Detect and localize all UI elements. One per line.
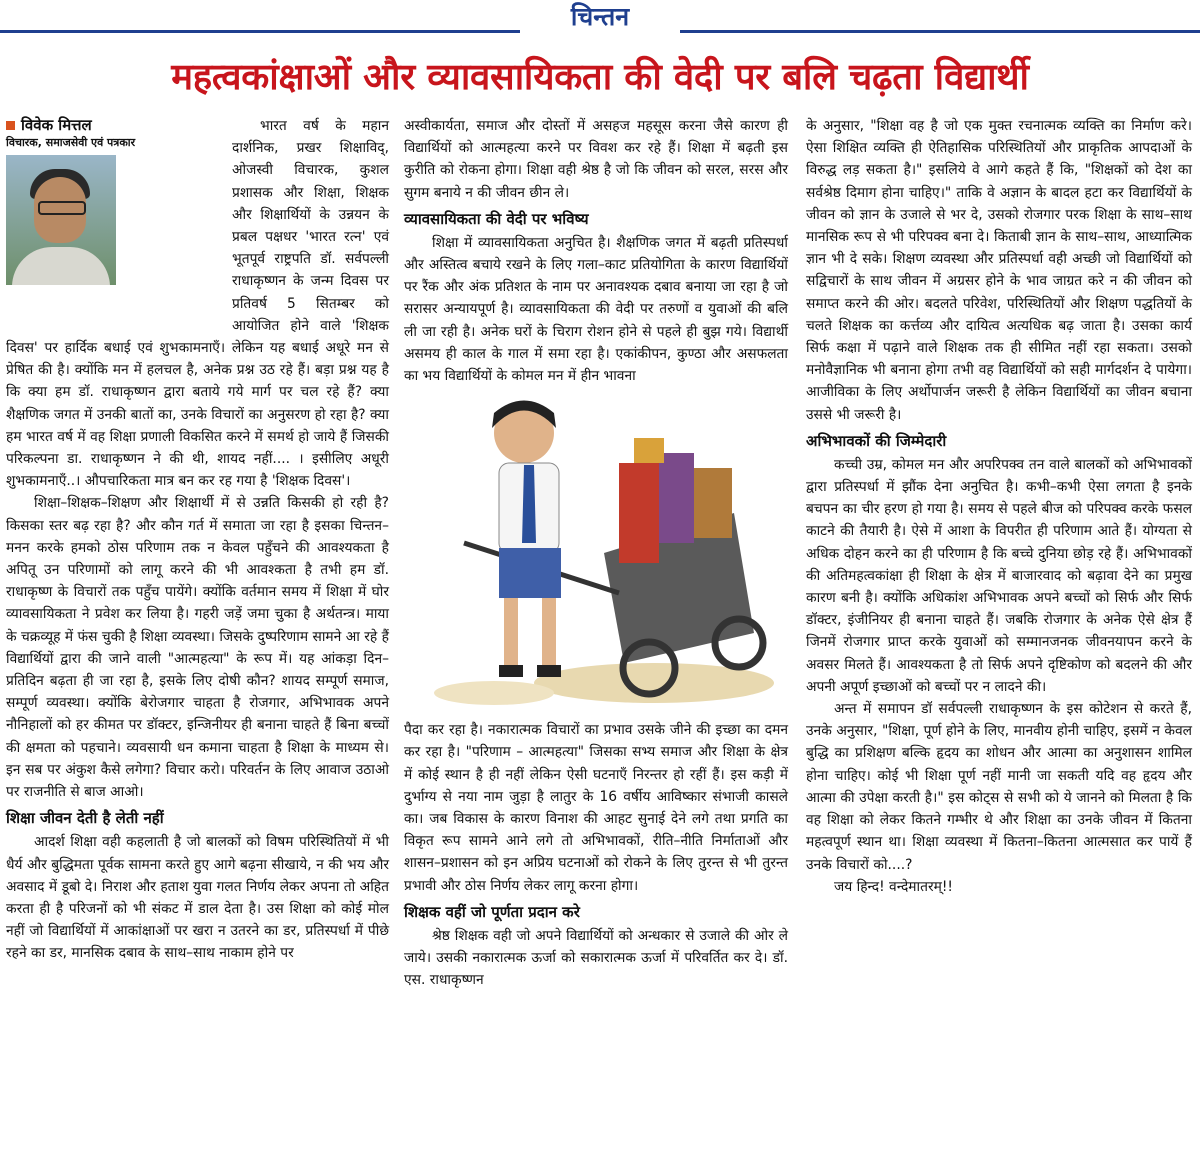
photo-shirt <box>12 247 110 285</box>
column-3 <box>806 115 1192 898</box>
student-shorts <box>499 548 561 598</box>
column-2 <box>404 115 788 991</box>
col3-paragraph-3: अन्त में समापन डॉ सर्वपल्ली राधाकृष्णन के इस कोटेशन से करते हैं, उनके अनुसार, "शिक्षा, पूर्ण होने के लिए, मानवीय होनी चाहिए, इसमें न केवल बुद्धि का प्रशिक्षण बल्कि हृदय का शोधन और आत्मा का अनुशासन शामिल होना चाहिए। कोई भी शिक्षा पूर्ण नहीं मानी जा सकती यदि वह हृदय और आत्मा की उपेक्षा करती है।" इस कोट्स से सभी को ये जानने को मिलता है कि वह शिक्षा को लेकर कितने गम्भीर थे और शिक्षा का उनके जीवन में कितना महत्वपूर्ण स्थान था। शिक्षा व्यवस्था में कितना–कितना आत्मसात कर पायें हैं उनके विचारों को....? <box>806 701 1192 873</box>
author-name <box>6 115 224 135</box>
col1-paragraph-1: भारत वर्ष के महान दार्शनिक, प्रखर शिक्षाविद्, ओजस्वी विचारक, कुशल प्रशासक और शिक्षा, शिक्षक और शिक्षार्थियों के उन्नयन के प्रबल पक्षधर 'भारत रत्न' एवं भूतपूर्व राष्ट्रपति डॉ. सर्वपल्ली राधाकृष्णन के जन्म दिवस पर प्रतिवर्ष 5 सितम्बर को आयोजित होने वाले 'शिक्षक दिवस' पर हार्दिक बधाई एवं शुभकामनाएँ। लेकिन यह बधाई अधूरे मन से प्रेषित की है। क्योंकि मन में हलचल है, अनेक प्रश्न उठ रहे हैं। बड़ा प्रश्न यह है कि क्या हम डॉ. राधाकृष्णन द्वारा बताये गये मार्ग पर चल रहे हैं? क्या शैक्षणिक जगत में उनकी बातों का, उनके विचारों का अनुसरण हो रहा है? क्या हम भारत वर्ष में वह शिक्षा प्रणाली विकसित करने में समर्थ हो जाये हैं जिसकी परिकल्पना डा. राधाकृष्णन ने की थी, शायद नहीं.... । इसीलिए अधूरी शुभकामनाएँ..। औपचारिकता मात्र बन कर रह गया है 'शिक्षक दिवस'। <box>6 118 389 490</box>
col2-paragraph-1: अस्वीकार्यता, समाज और दोस्तों में असहज महसूस करना जैसे कारण ही विद्यार्थियों को आत्महत्या करने पर विवश कर रहे हैं। शिक्षा में बढ़ती इस कुरीति को रोकना होगा। शिक्षा वही श्रेष्ठ है जो कि जीवन को सरल, सरस और सुगम बनाये न की जीवन छीन ले। <box>404 118 788 201</box>
student-shoe-right <box>537 665 561 677</box>
col1-paragraph-3: आदर्श शिक्षा वही कहलाती है जो बालकों को विषम परिस्थितियों में भी धैर्य और बुद्धिमता पूर्वक सामना करते हुए आगे बढ़ना सीखाये, न की भय और अवसाद में डूबो दे। निराश और हताश युवा गलत निर्णय लेकर अपना तो अहित करता ही है परिजनों को भी संकट में डाल देता है। उस शिक्षा को कोई मोल नहीं जो विद्यार्थियों में आकांक्षाओं पर खरा न उतरने का डर, प्रतिस्पर्धा में पीछे रहने का डर, मानसिक दबाव के साथ–साथ नाकाम होने पर <box>6 834 389 962</box>
square-bullet-icon <box>6 121 15 130</box>
dust-cloud-small <box>434 681 554 705</box>
col2-paragraph-4: श्रेष्ठ शिक्षक वही जो अपने विद्यार्थियों को अन्धकार से उजाले की ओर ले जाये। उसकी नकारात्मक ऊर्जा को सकारात्मक ऊर्जा में परिवर्तित कर दे। डॉ. एस. राधाकृष्णन <box>404 927 788 989</box>
col3-closing: जय हिन्द! वन्देमातरम्!! <box>834 878 953 895</box>
col2-paragraph-2: शिक्षा में व्यावसायिकता अनुचित है। शैक्षणिक जगत में बढ़ती प्रतिस्पर्धा और अस्तित्व बचाये रखने के लिए गला–काट प्रतियोगिता के कारण विद्यार्थियों पर रैंक और अंक प्रतिशत के नाम पर अनावश्यक दबाव बनाया जा रहा है जो सरासर अन्यायपूर्ण है। व्यावसायिकता की वेदी पर तरुणों व युवाओं की बलि ली जा रही है। अनेक घरों के चिराग रोशन होने से पहले ही बुझ गये। विद्यार्थी असमय ही काल के गाल में समा रहा है। एकांकीपन, कुण्ठा और असफलता का भय विद्यार्थियों के कोमल मन में हीन भावना <box>404 234 788 385</box>
book-stack-red <box>619 463 659 563</box>
col3-paragraph-1: के अनुसार, "शिक्षा वह है जो एक मुक्त रचनात्मक व्यक्ति का निर्माण करे। ऐसा शिक्षित व्यक्ति ही ऐतिहासिक परिस्थितियों और प्राकृतिक आपदाओं के विरुद्ध लड़ सकता है।" इसलिये वे आगे कहते हैं कि, "शिक्षकों को देश का सर्वश्रेष्ठ दिमाग होना चाहिए।" ताकि वे अज्ञान के बादल हटा कर विद्यार्थियों के जीवन को ज्ञान के उजाले से भर दे, उसको रोजगार परक शिक्षा के साथ–साथ मानसिक रूप से भी परिपक्व बना दे। किताबी ज्ञान के साथ–साथ, आध्यात्मिक ज्ञान भी दे सके। शिक्षण व्यवस्था और प्रतिस्पर्धा वही अच्छी जो विद्यार्थियों को सद्विचारों के साथ जीवन में अग्रसर होने के भाव जाग्रत करे न की जीवन को समाप्त करने की ओर। बदलते परिवेश, परिस्थितियों और शिक्षण पद्धतियों के चलते शिक्षक का कर्त्तव्य और दायित्व अत्यधिक बढ़ जाता है। उसका कार्य सिर्फ कक्षा में पढ़ाने वाले शिक्षक तक ही सीमित नहीं रहा सकता। उसको मनोवैज्ञानिक भी बनाना होगा तभी वह विद्यार्थियों को सही मार्गदर्शन दे पायेगा। आजीविका के लिए अर्थोपार्जन जरूरी है लेकिन विद्यार्थियों का जीवन बचाना उससे भी जरूरी है। <box>806 118 1192 423</box>
section-label: चिन्तन <box>520 0 680 34</box>
col3-subheading: अभिभावकों की जिम्मेदारी <box>806 431 947 450</box>
col2-subheading-1: व्यावसायिकता की वेदी पर भविष्य <box>404 209 589 228</box>
col2-subheading-2: शिक्षक वहीं जो पूर्णता प्रदान करे <box>404 902 580 921</box>
book-top <box>634 438 664 463</box>
byline <box>6 115 224 315</box>
col1-subheading: शिक्षा जीवन देती है लेती नहीं <box>6 809 164 828</box>
author-designation: विचारक, समाजसेवी एवं पत्रकार <box>6 136 136 149</box>
column-1 <box>6 115 389 965</box>
author-photo <box>6 155 116 285</box>
illustration-svg <box>404 393 788 711</box>
headline: महत्वकांक्षाओं और व्यावसायिकता की वेदी पर बलि चढ़ता विद्यार्थी <box>171 55 1029 98</box>
book-stack-brown <box>694 468 732 538</box>
student-leg-left <box>504 598 518 668</box>
student-cart-illustration <box>404 393 788 711</box>
book-stack-purple <box>659 453 694 543</box>
col3-paragraph-2: कच्ची उम्र, कोमल मन और अपरिपक्व तन वाले बालकों को अभिभावकों द्वारा प्रतिस्पर्धा में झौंक देना अनुचित है। कभी–कभी ऐसा लगता है इनके बचपन का चीर हरण हो गया है। समय से पहले बीज को परिपक्व करके फसल काटने की तैयारी है। ऐसे में आशा के विपरीत ही परिणाम आते हैं। योग्यता से अधिक दोहन करने का ही परिणाम है कि बच्चे दुनिया छोड़ रहे हैं। अभिभावकों की अतिमहत्वकांक्षा ही शिक्षा के क्षेत्र में बाजारवाद को बढ़ावा देने का प्रमुख कारण बनी है। क्योंकि अधिकांश अभिभावक अपने बच्चों को सिर्फ और सिर्फ डॉक्टर, इंजीनियर ही बनाना चाहते हैं। जबकि रोजगार के अनेक ऐसे क्षेत्र हैं जिनमें रोजगार प्राप्त करके युवाओं को सम्मानजनक जीवनयापन करने के अवसर मिलते हैं। आवश्यकता है तो सिर्फ अपने दृष्टिकोण को बदलने की और अपनी अपूर्ण इच्छाओं को बच्चों पर न लादने की। <box>806 456 1192 695</box>
student-leg-right <box>542 598 556 668</box>
col2-paragraph-3: पैदा कर रहा है। नकारात्मक विचारों का प्रभाव उसके जीने की इच्छा का दमन कर रहा है। "परिणाम – आत्महत्या" जिसका सभ्य समाज और शिक्षा के क्षेत्र में कोई स्थान है ही नहीं लेकिन ऐसी घटनाएँ निरन्तर हो रहीं हैं। इस कड़ी में दुर्भाग्य से नया नाम जुड़ा है लातुर के 16 वर्षीय आविष्कार संभाजी कासले का। जब विकास के कारण विनाश की आहट सुनाई देने लगे तथा प्रगति का विकृत रूप सामने आने लगे तो अभिभावकों, रीति–नीति निर्माताओं और शासन–प्रशासन को इन अप्रिय घटनाओं को रोकने के लिए तुरन्त से भी तुरन्त प्रभावी और ठोस निर्णय लेकर लागू करना होगा। <box>404 722 788 894</box>
author-name-text: विवेक मित्तल <box>21 116 92 134</box>
student-shoe-left <box>499 665 523 677</box>
col1-paragraph-2: शिक्षा–शिक्षक–शिक्षण और शिक्षार्थी में से उन्नति किसकी हो रही है? किसका स्तर बढ़ रहा है? और कौन गर्त में समाता जा रहा है इसका चिन्तन–मनन करके हमको ठोस परिणाम तक न केवल पहुँचने की आवश्यकता है अपितू उन परिणामों को लागू करने की भी आवश्कता है तभी हम डॉ. राधाकृष्ण के विचारों तक पहुँच पायेंगे। क्योंकि वर्तमान समय में शिक्षा में घोर व्यावसायिकता ने प्रवेश कर लिया है। गहरी जड़ें जमा चुका है अर्थतन्त्र। माया के चक्रव्यूह में फंस चुकी है शिक्षा व्यवस्था। जिसके दुष्परिणाम सामने आ रहे हैं विद्यार्थियों द्वारा की जाने वाली "आत्महत्या" के रूप में। यह आंकड़ा दिन–प्रतिदिन बढ़ता ही जा रहा है, इसके लिए दोषी कौन? शायद सम्पूर्ण समाज, सम्पूर्ण व्यवस्था। क्योंकि बेरोजगार चाहता है रोजगार, अभिभावक अपने नौनिहालों को हर कीमत पर डॉक्टर, इन्जिनीयर ही बनाना चाहते हैं बिना बच्चों की क्षमता को पहचाने। व्यवसायी धन कमाना चाहता है शिक्षा के माध्यम से। इन सब पर अंकुश कैसे लगेगा? विचार करो। परिवर्तन के लिए आवाज उठाओ पर राजनीति से बाज आओ। <box>6 495 389 801</box>
student-tie <box>522 465 536 543</box>
photo-glasses <box>38 201 86 215</box>
